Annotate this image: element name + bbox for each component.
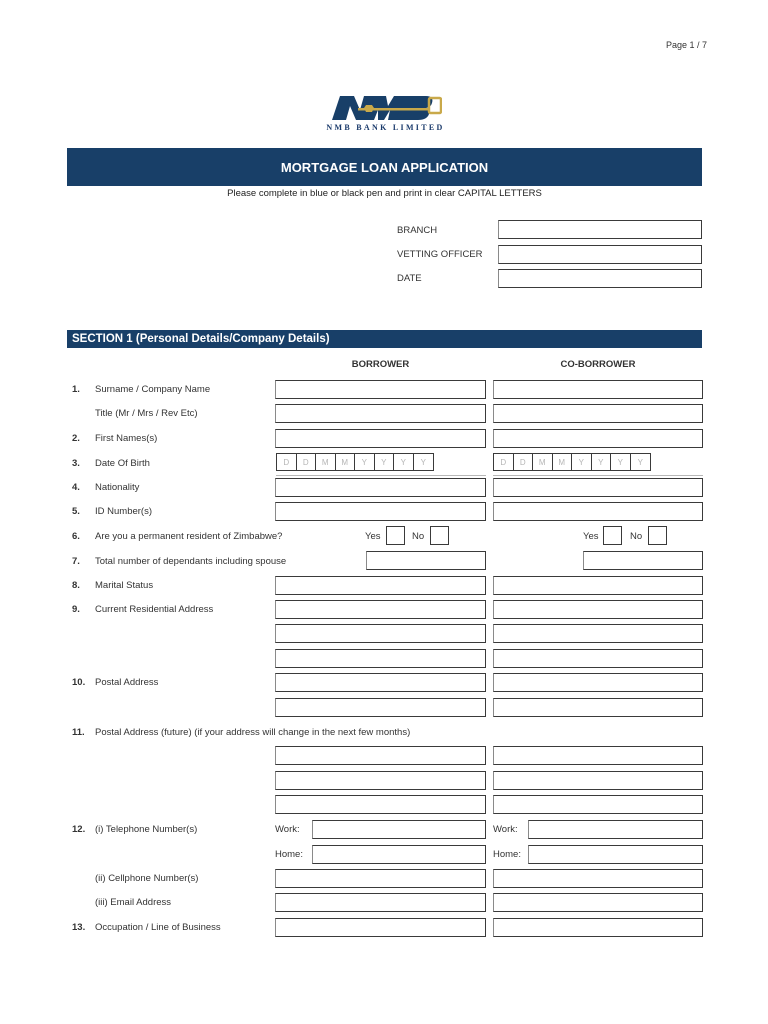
no-label: No	[412, 531, 425, 542]
question-number: 9.	[72, 604, 80, 615]
residential-address-label: Current Residential Address	[95, 604, 214, 615]
question-number: 2.	[72, 433, 80, 444]
form-instructions: Please complete in blue or black pen and print in clear CAPITAL LETTERS	[227, 188, 542, 199]
date-cell-year[interactable]: Y	[572, 454, 592, 470]
first-names-label: First Names(s)	[95, 433, 158, 444]
borrower-future-address-line-2[interactable]	[275, 771, 486, 790]
co-borrower-home-phone-field[interactable]	[528, 845, 703, 864]
co-borrower-resident-yes-checkbox[interactable]	[603, 526, 622, 545]
co-borrower-date-of-birth-field[interactable]	[493, 453, 651, 471]
co-borrower-residential-address-line-1[interactable]	[493, 600, 703, 619]
date-cell-year[interactable]: Y	[375, 454, 395, 470]
branch-label: BRANCH	[397, 225, 438, 236]
borrower-residential-address-line-3[interactable]	[275, 649, 486, 668]
question-number: 10.	[72, 677, 86, 688]
co-borrower-future-address-line-2[interactable]	[493, 771, 703, 790]
home-label: Home:	[275, 849, 303, 860]
co-borrower-residential-address-line-2[interactable]	[493, 624, 703, 643]
question-number: 4.	[72, 482, 80, 493]
title-label: Title (Mr / Mrs / Rev Etc)	[95, 408, 198, 419]
divider	[493, 475, 703, 476]
question-number: 5.	[72, 506, 80, 517]
date-cell-year[interactable]: Y	[592, 454, 612, 470]
question-number: 12.	[72, 824, 86, 835]
question-number: 7.	[72, 556, 80, 567]
future-postal-address-label: Postal Address (future) (if your address will change in the next few months)	[95, 727, 411, 738]
borrower-first-names-field[interactable]	[275, 429, 486, 448]
co-borrower-cellphone-field[interactable]	[493, 869, 703, 888]
occupation-label: Occupation / Line of Business	[95, 922, 221, 933]
date-cell-month[interactable]: M	[533, 454, 553, 470]
date-of-birth-label: Date Of Birth	[95, 458, 150, 469]
borrower-nationality-field[interactable]	[275, 478, 486, 497]
borrower-postal-address-line-2[interactable]	[275, 698, 486, 717]
marital-status-label: Marital Status	[95, 580, 154, 591]
date-cell-year[interactable]: Y	[394, 454, 414, 470]
borrower-resident-yes-checkbox[interactable]	[386, 526, 405, 545]
cellphone-label: (ii) Cellphone Number(s)	[95, 873, 199, 884]
co-borrower-surname-field[interactable]	[493, 380, 703, 399]
surname-label: Surname / Company Name	[95, 384, 211, 395]
home-label: Home:	[493, 849, 521, 860]
question-number: 8.	[72, 580, 80, 591]
borrower-postal-address-line-1[interactable]	[275, 673, 486, 692]
date-cell-month[interactable]: M	[336, 454, 356, 470]
borrower-resident-no-checkbox[interactable]	[430, 526, 449, 545]
email-label: (iii) Email Address	[95, 897, 172, 908]
date-cell-day[interactable]: D	[514, 454, 534, 470]
co-borrower-marital-status-field[interactable]	[493, 576, 703, 595]
borrower-title-field[interactable]	[275, 404, 486, 423]
borrower-cellphone-field[interactable]	[275, 869, 486, 888]
co-borrower-postal-address-line-2[interactable]	[493, 698, 703, 717]
yes-label: Yes	[365, 531, 381, 542]
question-number: 1.	[72, 384, 80, 395]
borrower-column-header: BORROWER	[351, 359, 410, 370]
date-cell-day[interactable]: D	[494, 454, 514, 470]
question-number: 3.	[72, 458, 80, 469]
question-number: 11.	[72, 727, 85, 738]
nmb-logo-mark-icon	[330, 94, 442, 122]
co-borrower-future-address-line-3[interactable]	[493, 795, 703, 814]
co-borrower-first-names-field[interactable]	[493, 429, 703, 448]
borrower-future-address-line-3[interactable]	[275, 795, 486, 814]
vetting-officer-label: VETTING OFFICER	[397, 249, 483, 260]
co-borrower-future-address-line-1[interactable]	[493, 746, 703, 765]
telephone-label: (i) Telephone Number(s)	[95, 824, 198, 835]
dependants-label: Total number of dependants including spouse	[95, 556, 287, 567]
date-cell-month[interactable]: M	[553, 454, 573, 470]
co-borrower-nationality-field[interactable]	[493, 478, 703, 497]
borrower-future-address-line-1[interactable]	[275, 746, 486, 765]
borrower-surname-field[interactable]	[275, 380, 486, 399]
co-borrower-dependants-field[interactable]	[583, 551, 703, 570]
co-borrower-residential-address-line-3[interactable]	[493, 649, 703, 668]
date-cell-year[interactable]: Y	[355, 454, 375, 470]
date-cell-day[interactable]: D	[297, 454, 317, 470]
date-field[interactable]	[498, 269, 702, 288]
work-label: Work:	[275, 824, 300, 835]
co-borrower-postal-address-line-1[interactable]	[493, 673, 703, 692]
bank-name: NMB BANK LIMITED	[326, 123, 445, 132]
branch-field[interactable]	[498, 220, 702, 239]
borrower-residential-address-line-2[interactable]	[275, 624, 486, 643]
date-cell-day[interactable]: D	[277, 454, 297, 470]
nationality-label: Nationality	[95, 482, 140, 493]
section-1-header: SECTION 1 (Personal Details/Company Details)	[67, 330, 702, 348]
date-cell-year[interactable]: Y	[637, 457, 643, 467]
vetting-officer-field[interactable]	[498, 245, 702, 264]
question-number: 6.	[72, 531, 80, 542]
date-cell-year[interactable]: Y	[611, 454, 631, 470]
permanent-resident-label: Are you a permanent resident of Zimbabwe?	[95, 531, 283, 542]
co-borrower-column-header: CO-BORROWER	[560, 359, 636, 370]
date-label: DATE	[397, 273, 422, 284]
no-label: No	[630, 531, 643, 542]
yes-label: Yes	[583, 531, 599, 542]
divider	[276, 475, 486, 476]
borrower-occupation-field[interactable]	[275, 918, 486, 937]
borrower-marital-status-field[interactable]	[275, 576, 486, 595]
borrower-dependants-field[interactable]	[366, 551, 486, 570]
borrower-date-of-birth-field[interactable]	[276, 453, 434, 471]
co-borrower-id-number-field[interactable]	[493, 502, 703, 521]
page-indicator: Page 1 / 7	[666, 40, 708, 50]
date-cell-year[interactable]: Y	[420, 457, 426, 467]
work-label: Work:	[493, 824, 518, 835]
co-borrower-email-field[interactable]	[493, 893, 703, 912]
form-title: MORTGAGE LOAN APPLICATION	[67, 148, 702, 186]
borrower-email-field[interactable]	[275, 893, 486, 912]
borrower-work-phone-field[interactable]	[312, 820, 486, 839]
borrower-home-phone-field[interactable]	[312, 845, 486, 864]
co-borrower-resident-no-checkbox[interactable]	[648, 526, 667, 545]
co-borrower-work-phone-field[interactable]	[528, 820, 703, 839]
date-cell-month[interactable]: M	[316, 454, 336, 470]
question-number: 13.	[72, 922, 86, 933]
co-borrower-occupation-field[interactable]	[493, 918, 703, 937]
co-borrower-title-field[interactable]	[493, 404, 703, 423]
borrower-residential-address-line-1[interactable]	[275, 600, 486, 619]
postal-address-label: Postal Address	[95, 677, 159, 688]
borrower-id-number-field[interactable]	[275, 502, 486, 521]
nmb-logo	[318, 94, 453, 138]
id-number-label: ID Number(s)	[95, 506, 153, 517]
